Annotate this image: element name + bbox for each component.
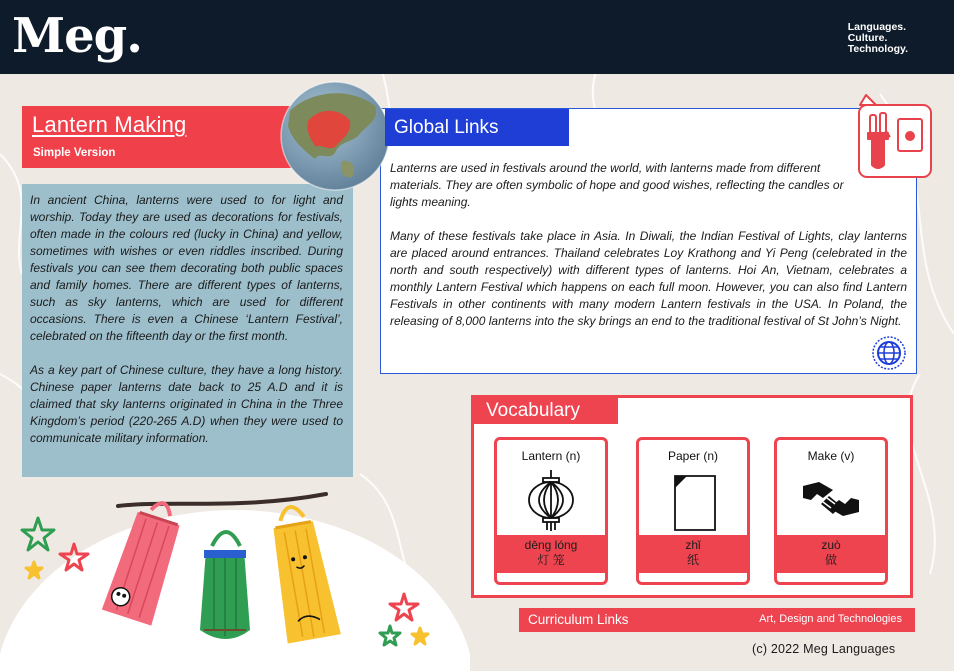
- globe-web-icon[interactable]: [872, 336, 906, 370]
- lantern-icon: [519, 468, 583, 532]
- tagline-line: Languages.: [847, 21, 907, 33]
- vocabulary-title: Vocabulary: [486, 400, 581, 421]
- vocab-word: Make (v): [807, 449, 855, 463]
- vocab-hanzi: 纸: [686, 553, 699, 567]
- vocab-translation: [777, 535, 885, 573]
- vocab-pinyin: zuò: [821, 538, 841, 552]
- handshake-icon: [799, 468, 863, 532]
- curriculum-links-title: Curriculum Links: [528, 612, 629, 627]
- lantern-making-banner: [22, 106, 292, 168]
- curriculum-subjects: Art, Design and Technologies: [759, 613, 902, 625]
- vocab-word: Lantern (n): [521, 449, 581, 463]
- meg-logo[interactable]: Meg.: [12, 8, 142, 64]
- vocab-hanzi: 做: [824, 553, 837, 567]
- vocabulary-banner: [474, 398, 618, 424]
- vocab-translation: [639, 535, 747, 573]
- vocab-card-lantern: [494, 437, 608, 585]
- lantern-making-subtitle: Simple Version: [33, 147, 116, 159]
- global-links-paragraph: Many of these festivals take place in Asia. In Diwali, the Indian Festival of Lights, clay lanterns are placed around entrances. Thailand celebrates Loy Krathong and Yi Peng (celebrated in the north and south respectively) with different types of lanterns. Hoi An, Vietnam, celebrates a monthly Lantern Festival which happens on each full moon. However, you can also find Lantern Festivals in other continents with many modern Lantern festivals in the USA. In Poland, the releasing of 8,000 lanterns into the sky brings an end to the traditional festival of St John’s Night.: [390, 229, 907, 328]
- copyright: (c) 2022 Meg Languages: [752, 642, 896, 656]
- history-paragraph: In ancient China, lanterns were used to for light and worship. Today they are used as decorations for festivals, often made in the colours red (lucky in China) and yellow, sometimes with wishes or even riddles inscribed. During festivals you can see them decorating both public spaces and family homes. There are different types of lanterns, such as sky lanterns, which are used for different occasions. There is even a Chinese ‘Lantern Festival’, celebrated on the fifteenth day or the first month.: [30, 193, 343, 343]
- vocab-translation: [497, 535, 605, 573]
- lantern-making-title: Lantern Making: [32, 112, 187, 137]
- vocab-card-paper: [636, 437, 750, 585]
- tagline-line: Culture.: [847, 32, 888, 44]
- craft-tools-icon: [856, 93, 934, 179]
- tagline: [848, 22, 908, 55]
- paper-icon: [661, 468, 725, 532]
- globe-image: [280, 81, 390, 191]
- global-links-paragraph: Lanterns are used in festivals around the world, with lanterns made from different materials. They are often symbolic of hope and good wishes, reflecting the candles or lights meaning.: [390, 161, 844, 209]
- tagline-line: Technology.: [847, 43, 908, 55]
- global-links-banner: [385, 109, 569, 146]
- lantern-history-box: [22, 184, 353, 477]
- global-links-title: Global Links: [394, 117, 499, 138]
- paper-lanterns-illustration: [0, 480, 470, 671]
- vocab-card-make: [774, 437, 888, 585]
- vocab-pinyin: dēng lóng: [524, 538, 578, 552]
- header-bar: [0, 0, 954, 74]
- vocab-hanzi: 灯 笼: [537, 553, 565, 567]
- vocab-pinyin: zhǐ: [685, 538, 701, 552]
- vocab-word: Paper (n): [667, 449, 719, 463]
- history-paragraph: As a key part of Chinese culture, they have a long history. Chinese paper lanterns date back to 25 A.D and it is claimed that sky lanterns originated in China in the Three Kingdom’s period (220-265 A.D) when they were used to communicate military information.: [30, 363, 343, 445]
- curriculum-links-bar: [519, 608, 915, 632]
